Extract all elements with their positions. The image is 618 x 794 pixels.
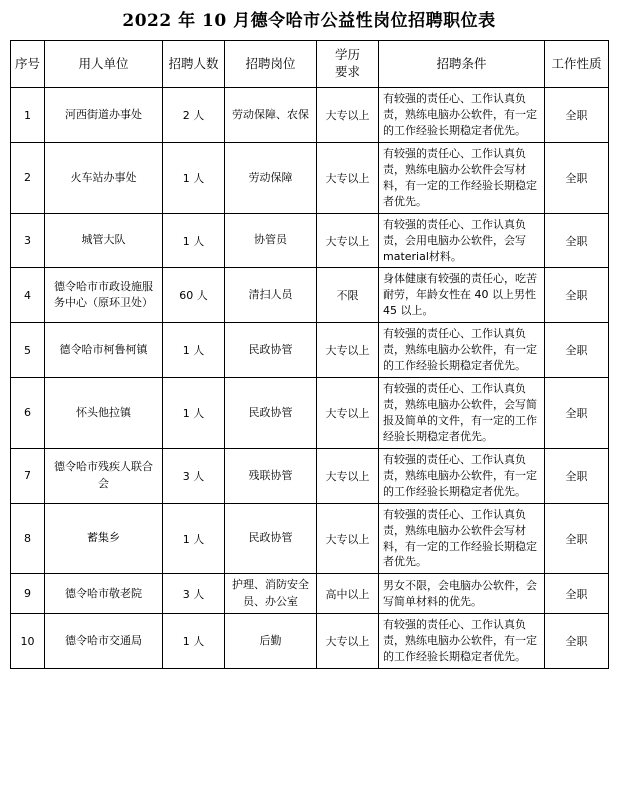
cell-unit: 德令哈市残疾人联合会 (45, 448, 163, 503)
cell-count: 3 人 (163, 448, 225, 503)
job-listing-table (10, 40, 609, 669)
cell-condition: 有较强的责任心、工作认真负责，熟练电脑办公软件会写材料，有一定的工作经验长期稳定者优先。 (379, 503, 545, 574)
cell-condition: 有较强的责任心、工作认真负责，熟练电脑办公软件会写材料，有一定的工作经验长期稳定者优先。 (379, 142, 545, 213)
cell-unit: 蓄集乡 (45, 503, 163, 574)
page-title: 2022 年 10 月德令哈市公益性岗位招聘职位表 (122, 11, 496, 31)
cell-education: 大专以上 (317, 614, 379, 669)
header-post: 招聘岗位 (225, 41, 317, 88)
cell-nature: 全职 (545, 448, 609, 503)
table-header-row (11, 41, 609, 88)
cell-education: 大专以上 (317, 378, 379, 449)
cell-count: 1 人 (163, 142, 225, 213)
cell-education: 不限 (317, 268, 379, 323)
cell-post: 残联协管 (225, 448, 317, 503)
cell-education: 大专以上 (317, 213, 379, 268)
header-count: 招聘人数 (163, 41, 225, 88)
cell-index: 3 (11, 213, 45, 268)
cell-unit: 德令哈市柯鲁柯镇 (45, 323, 163, 378)
cell-count: 60 人 (163, 268, 225, 323)
cell-post: 民政协管 (225, 503, 317, 574)
cell-condition: 身体健康有较强的责任心，吃苦耐劳，年龄女性在 40 以上男性 45 以上。 (379, 268, 545, 323)
table-row (11, 323, 609, 378)
table-row (11, 142, 609, 213)
cell-nature: 全职 (545, 614, 609, 669)
header-education (317, 41, 379, 88)
table-header (11, 41, 609, 88)
cell-index: 10 (11, 614, 45, 669)
header-unit: 用人单位 (45, 41, 163, 88)
cell-unit: 德令哈市交通局 (45, 614, 163, 669)
cell-count: 2 人 (163, 88, 225, 143)
cell-education: 大专以上 (317, 448, 379, 503)
cell-count: 3 人 (163, 574, 225, 614)
cell-nature: 全职 (545, 268, 609, 323)
cell-condition: 男女不限，会电脑办公软件，会写简单材料的优先。 (379, 574, 545, 614)
cell-count: 1 人 (163, 614, 225, 669)
cell-index: 1 (11, 88, 45, 143)
cell-count: 1 人 (163, 213, 225, 268)
table-row (11, 614, 609, 669)
cell-unit: 德令哈市敬老院 (45, 574, 163, 614)
cell-education: 大专以上 (317, 88, 379, 143)
cell-nature: 全职 (545, 574, 609, 614)
cell-condition: 有较强的责任心、工作认真负责，会用电脑办公软件，会写material材料。 (379, 213, 545, 268)
cell-index: 5 (11, 323, 45, 378)
cell-index: 8 (11, 503, 45, 574)
cell-nature: 全职 (545, 142, 609, 213)
cell-index: 7 (11, 448, 45, 503)
cell-nature: 全职 (545, 378, 609, 449)
header-index: 序号 (11, 41, 45, 88)
cell-post: 劳动保障 (225, 142, 317, 213)
cell-index: 2 (11, 142, 45, 213)
cell-post: 民政协管 (225, 378, 317, 449)
table-row (11, 88, 609, 143)
cell-post: 劳动保障、农保 (225, 88, 317, 143)
cell-condition: 有较强的责任心、工作认真负责，熟练电脑办公软件，有一定的工作经验长期稳定者优先。 (379, 614, 545, 669)
table-row (11, 448, 609, 503)
cell-nature: 全职 (545, 323, 609, 378)
cell-post: 协管员 (225, 213, 317, 268)
cell-education: 大专以上 (317, 503, 379, 574)
cell-nature: 全职 (545, 503, 609, 574)
table-row (11, 503, 609, 574)
cell-education: 大专以上 (317, 142, 379, 213)
cell-unit: 城管大队 (45, 213, 163, 268)
cell-unit: 怀头他拉镇 (45, 378, 163, 449)
cell-condition: 有较强的责任心、工作认真负责，熟练电脑办公软件，有一定的工作经验长期稳定者优先。 (379, 448, 545, 503)
cell-unit: 火车站办事处 (45, 142, 163, 213)
cell-count: 1 人 (163, 323, 225, 378)
cell-index: 4 (11, 268, 45, 323)
cell-unit: 河西街道办事处 (45, 88, 163, 143)
cell-post: 后勤 (225, 614, 317, 669)
cell-index: 6 (11, 378, 45, 449)
table-row (11, 268, 609, 323)
cell-index: 9 (11, 574, 45, 614)
cell-unit: 德令哈市市政设施服务中心（原环卫处） (45, 268, 163, 323)
header-education-line2: 要求 (334, 64, 360, 80)
table-row (11, 574, 609, 614)
cell-count: 1 人 (163, 378, 225, 449)
header-condition: 招聘条件 (379, 41, 545, 88)
table-row (11, 213, 609, 268)
cell-count: 1 人 (163, 503, 225, 574)
header-education-line1: 学历 (334, 47, 360, 63)
cell-education: 大专以上 (317, 323, 379, 378)
cell-post: 民政协管 (225, 323, 317, 378)
cell-education: 高中以上 (317, 574, 379, 614)
cell-condition: 有较强的责任心、工作认真负责，熟练电脑办公软件，会写简报及简单的文件，有一定的工作经验长期稳定者优先。 (379, 378, 545, 449)
cell-post: 护理、消防安全员、办公室 (225, 574, 317, 614)
cell-nature: 全职 (545, 213, 609, 268)
table-body (11, 88, 609, 669)
cell-nature: 全职 (545, 88, 609, 143)
cell-condition: 有较强的责任心、工作认真负责，熟练电脑办公软件，有一定的工作经验长期稳定者优先。 (379, 88, 545, 143)
header-nature: 工作性质 (545, 41, 609, 88)
cell-post: 清扫人员 (225, 268, 317, 323)
cell-condition: 有较强的责任心、工作认真负责，熟练电脑办公软件，有一定的工作经验长期稳定者优先。 (379, 323, 545, 378)
table-row (11, 378, 609, 449)
